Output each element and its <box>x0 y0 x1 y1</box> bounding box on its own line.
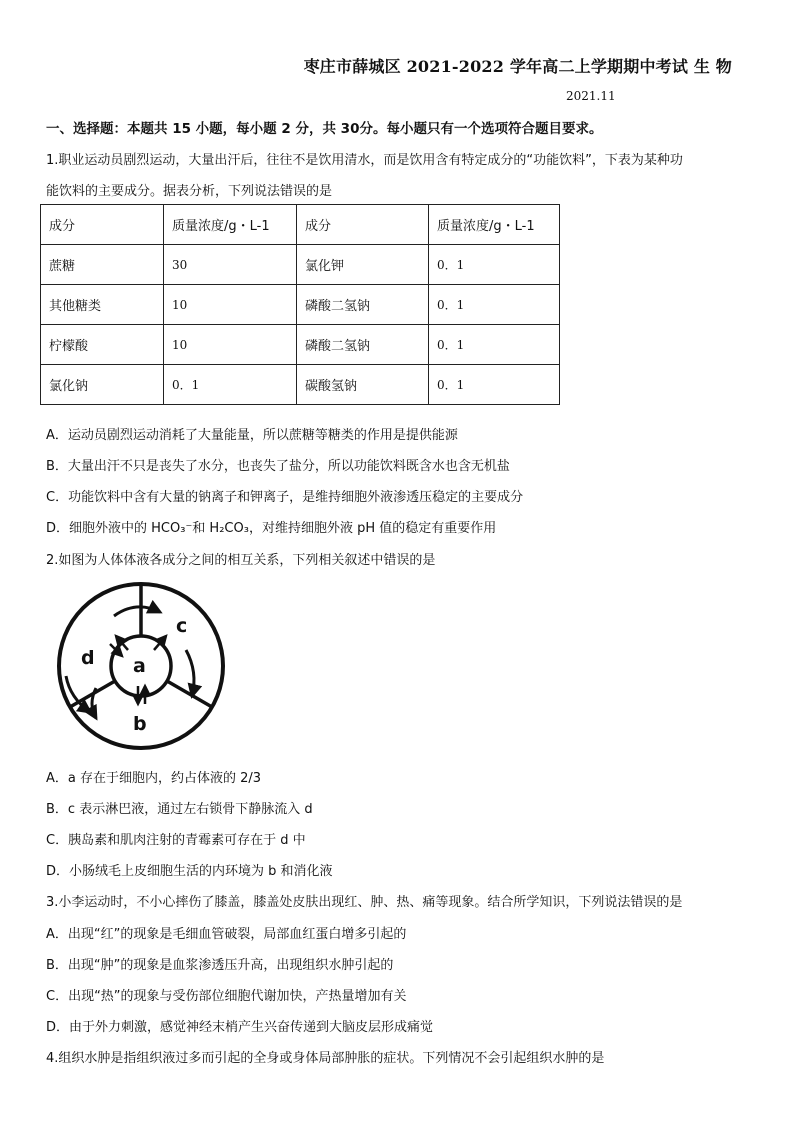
q1-option-a: A．运动员剧烈运动消耗了大量能量，所以蔗糖等糖类的作用是提供能源 <box>46 428 458 443</box>
table-header-cell: 质量浓度/g・L-1 <box>429 205 560 245</box>
table-cell: 0．1 <box>429 365 560 405</box>
q1-option-b: B．大量出汗不只是丧失了水分，也丧失了盐分，所以功能饮料既含水也含无机盐 <box>46 459 510 474</box>
exam-date: 2021.11 <box>566 89 616 103</box>
table-cell: 磷酸二氢钠 <box>297 325 429 365</box>
table-header-cell: 成分 <box>297 205 429 245</box>
table-cell: 柠檬酸 <box>41 325 164 365</box>
table-cell: 氯化钠 <box>41 365 164 405</box>
table-cell: 10 <box>164 325 297 365</box>
label-b: b <box>133 713 147 735</box>
table-cell: 30 <box>164 245 297 285</box>
table-cell: 0．1 <box>164 365 297 405</box>
table-cell: 蔗糖 <box>41 245 164 285</box>
q3-option-c: C．出现“热”的现象与受伤部位细胞代谢加快，产热量增加有关 <box>46 989 407 1004</box>
label-d: d <box>81 647 95 669</box>
table-cell: 0．1 <box>429 245 560 285</box>
table-row <box>41 365 560 405</box>
table-header-cell: 成分 <box>41 205 164 245</box>
q3-option-b: B．出现“肿”的现象是血浆渗透压升高，出现组织水肿引起的 <box>46 958 394 973</box>
q3-option-d: D．由于外力刺激，感觉神经末梢产生兴奋传递到大脑皮层形成痛觉 <box>46 1020 434 1035</box>
table-row <box>41 285 560 325</box>
table-header-cell: 质量浓度/g・L-1 <box>164 205 297 245</box>
table-cell: 0．1 <box>429 325 560 365</box>
q2-option-b: B．c 表示淋巴液，通过左右锁骨下静脉流入 d <box>46 802 313 817</box>
section-heading: 一、选择题：本题共 15 小题，每小题 2 分，共 30分。每小题只有一个选项符合题目要求。 <box>46 121 603 137</box>
q1-option-d: D．细胞外液中的 HCO₃⁻和 H₂CO₃，对维持细胞外液 pH 值的稳定有重要作用 <box>46 521 497 536</box>
table-row <box>41 325 560 365</box>
q1-stem-line1: 1.职业运动员剧烈运动，大量出汗后，往往不是饮用清水，而是饮用含有特定成分的“功能饮料”，下表为某种功 <box>46 153 683 168</box>
body-fluid-diagram <box>48 580 238 752</box>
q3-option-a: A．出现“红”的现象是毛细血管破裂，局部血红蛋白增多引起的 <box>46 927 407 942</box>
q3-stem: 3.小李运动时，不小心摔伤了膝盖，膝盖处皮肤出现红、肿、热、痛等现象。结合所学知识，下列说法错误的是 <box>46 895 683 910</box>
table-cell: 碳酸氢钠 <box>297 365 429 405</box>
q2-option-a: A．a 存在于细胞内，约占体液的 2/3 <box>46 771 262 786</box>
top-arrow <box>114 607 160 616</box>
table-cell: 10 <box>164 285 297 325</box>
table-cell: 0．1 <box>429 285 560 325</box>
q1-stem-line2: 能饮料的主要成分。据表分析，下列说法错误的是 <box>46 184 333 199</box>
q1-option-c: C．功能饮料中含有大量的钠离子和钾离子，是维持细胞外液渗透压稳定的主要成分 <box>46 490 524 505</box>
table-row <box>41 245 560 285</box>
q2-option-d: D．小肠绒毛上皮细胞生活的内环境为 b 和消化液 <box>46 864 333 879</box>
q2-option-c: C．胰岛素和肌肉注射的青霉素可存在于 d 中 <box>46 833 306 848</box>
table-cell: 磷酸二氢钠 <box>297 285 429 325</box>
table-header-row <box>41 205 560 245</box>
left-arrow-return <box>92 688 96 718</box>
table-cell: 氯化钾 <box>297 245 429 285</box>
label-a: a <box>133 655 146 677</box>
q2-stem: 2.如图为人体体液各成分之间的相互关系，下列相关叙述中错误的是 <box>46 553 436 568</box>
label-c: c <box>176 615 188 637</box>
exam-title: 枣庄市薛城区 2021-2022 学年高二上学期期中考试 生 物 <box>303 57 732 76</box>
divider-line <box>167 681 212 707</box>
right-arrow <box>186 650 194 696</box>
table-cell: 其他糖类 <box>41 285 164 325</box>
ingredient-table <box>40 204 560 405</box>
q4-stem: 4.组织水肿是指组织液过多而引起的全身或身体局部肿胀的症状。下列情况不会引起组织水肿的是 <box>46 1051 605 1066</box>
